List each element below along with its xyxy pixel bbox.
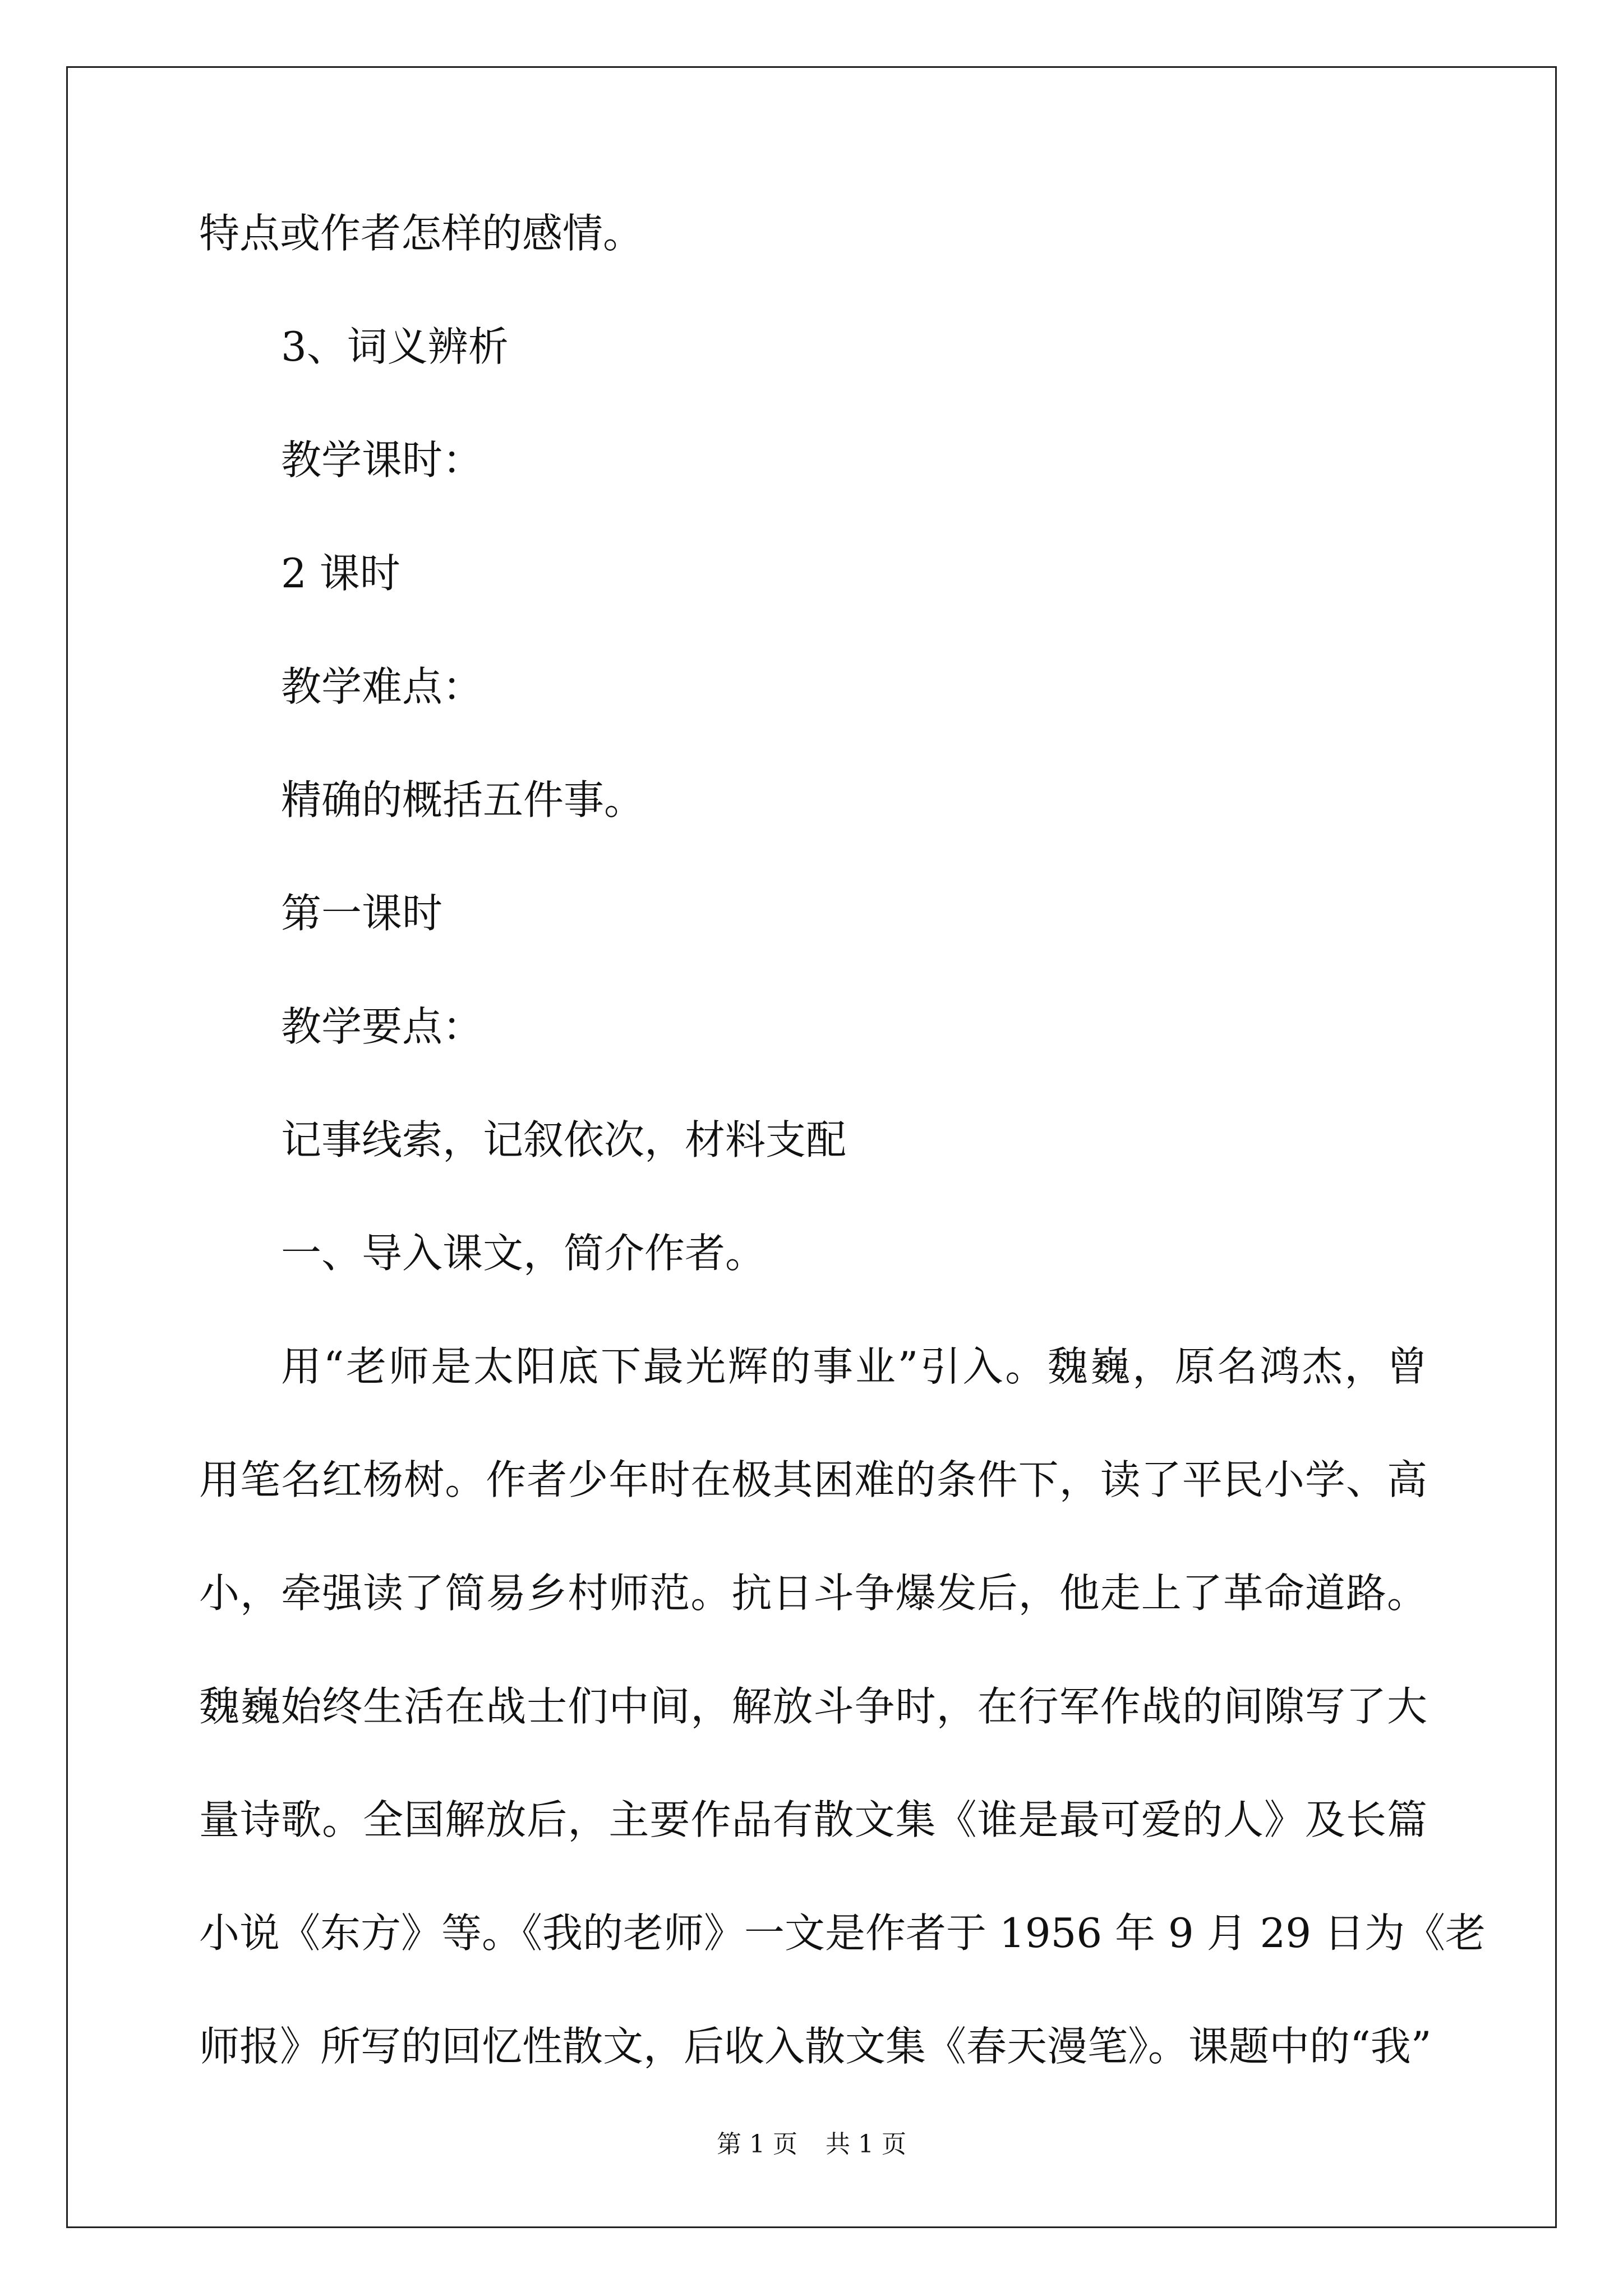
- text-line: 2 课时: [281, 550, 400, 597]
- page-footer: [0, 2132, 1623, 2157]
- text-line: 精确的概括五件事。: [281, 776, 645, 823]
- text-line: 量诗歌。全国解放后，主要作品有散文集《谁是最可爱的人》及长篇: [199, 1796, 1427, 1843]
- text-line: 师报》所写的回忆性散文，后收入散文集《春天漫笔》。课题中的“我”: [199, 2023, 1432, 2070]
- text-line: 小说《东方》等。《我的老师》一文是作者于 1956 年 9 月 29 日为《老: [199, 1910, 1486, 1957]
- text-line: 一、导入课文，简介作者。: [281, 1230, 766, 1277]
- text-line: 教学课时：: [281, 436, 483, 484]
- text-line: 记事线索，记叙依次，材料支配: [281, 1116, 847, 1163]
- text-line: 第一课时: [281, 890, 443, 937]
- text-line: 教学要点：: [281, 1003, 483, 1050]
- page-total: 共 1 页: [826, 2130, 906, 2159]
- text-line: 魏巍始终生活在战士们中间，解放斗争时，在行军作战的间隙写了大: [199, 1683, 1427, 1730]
- text-line: 3、词义辨析: [281, 323, 509, 370]
- text-line: 用笔名红杨树。作者少年时在极其困难的条件下，读了平民小学、高: [199, 1456, 1427, 1503]
- text-line: 用“老师是太阳底下最光辉的事业”引入。魏巍，原名鸿杰，曾: [281, 1343, 1427, 1390]
- text-line: 特点或作者怎样的感情。: [199, 210, 644, 257]
- text-line: 教学难点：: [281, 663, 483, 710]
- page-number: 第 1 页: [717, 2130, 797, 2159]
- text-line: 小，牵强读了简易乡村师范。抗日斗争爆发后，他走上了革命道路。: [199, 1570, 1427, 1617]
